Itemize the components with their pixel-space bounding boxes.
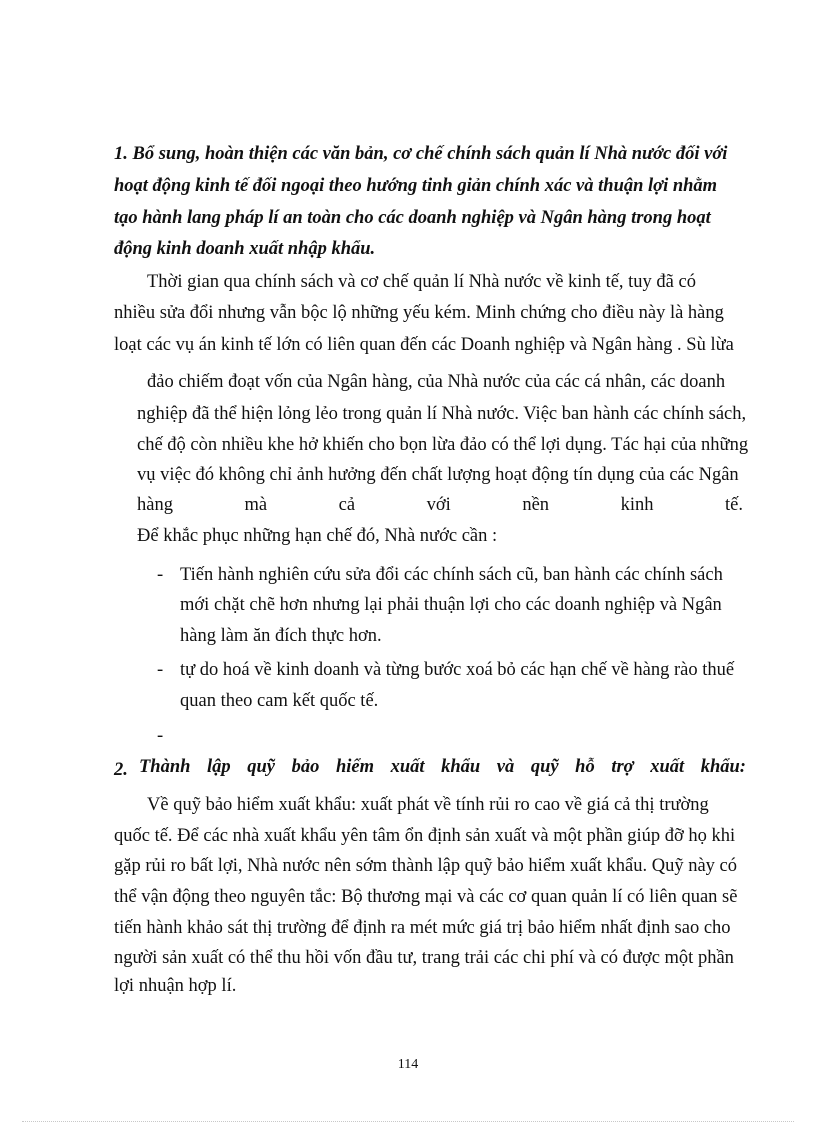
page-bottom-rule: [22, 1121, 794, 1122]
heading-word: xuất: [650, 757, 685, 777]
heading-word: khẩu: [441, 757, 481, 777]
paragraph-line: thể vận động theo nguyên tắc: Bộ thương mại và các cơ quan quản lí có liên quan sẽ: [114, 887, 738, 907]
paragraph-line: quốc tế. Để các nhà xuất khẩu yên tâm ổn định sản xuất và một phần giúp đỡ họ khi: [114, 826, 736, 846]
heading-word: và: [496, 757, 515, 777]
section-1-heading-line-1: 1. Bổ sung, hoàn thiện các văn bản, cơ chế chính sách quản lí Nhà nước đối với: [114, 144, 728, 164]
paragraph-line: nhiều sửa đổi nhưng vẫn bộc lộ những yếu kém. Minh chứng cho điều này là hàng: [114, 303, 724, 323]
section-2-heading: [139, 758, 746, 777]
paragraph-line: tiến hành khảo sát thị trường để định ra mét mức giá trị bảo hiểm nhất định sao cho: [114, 918, 731, 938]
heading-word: bảo: [291, 757, 320, 777]
heading-word: quỹ: [530, 757, 559, 777]
heading-word: trợ: [611, 757, 634, 777]
spread-word: hàng: [137, 495, 173, 515]
paragraph-line: lợi nhuận hợp lí.: [114, 976, 237, 996]
paragraph-line: đảo chiếm đoạt vốn của Ngân hàng, của Nhà nước của các cá nhân, các doanh: [147, 372, 726, 392]
heading-word: lập: [207, 757, 231, 777]
paragraph-line: gặp rủi ro bất lợi, Nhà nước nên sớm thành lập quỹ bảo hiểm xuất khẩu. Quỹ này có: [114, 856, 738, 876]
paragraph-line: loạt các vụ án kinh tế lớn có liên quan đến các Doanh nghiệp và Ngân hàng . Sù lừa: [114, 335, 734, 355]
spread-word: kinh: [620, 495, 654, 515]
paragraph-line: nghiệp đã thể hiện lỏng lẻo trong quản lí Nhà nước. Việc ban hành các chính sách,: [137, 404, 747, 424]
section-1-heading-line-4: động kinh doanh xuất nhập khẩu.: [114, 239, 376, 259]
heading-word: Thành: [139, 757, 191, 777]
spread-word: nền: [522, 495, 550, 515]
section-2-number: 2.: [114, 760, 128, 780]
bullet-marker: -: [157, 565, 164, 585]
spread-word: với: [426, 495, 451, 515]
heading-word: xuất: [390, 757, 425, 777]
spread-word: mà: [244, 495, 268, 515]
bullet-1-line-1: Tiến hành nghiên cứu sửa đổi các chính sách cũ, ban hành các chính sách: [180, 565, 723, 585]
intro-line: Để khắc phục những hạn chế đó, Nhà nước cần :: [137, 526, 498, 546]
paragraph-line: chế độ còn nhiều khe hở khiến cho bọn lừa đảo có thể lợi dụng. Tác hại của những: [137, 435, 749, 455]
bullet-marker: -: [157, 726, 164, 746]
bullet-marker: -: [157, 660, 164, 680]
paragraph-line: vụ việc đó không chỉ ảnh hưởng đến chất lượng hoạt động tín dụng của các Ngân: [137, 465, 739, 485]
paragraph-line: Về quỹ bảo hiểm xuất khẩu: xuất phát về tính rủi ro cao về giá cả thị trường: [147, 795, 709, 815]
paragraph-line: người sản xuất có thể thu hồi vốn đầu tư, trang trải các chi phí và có được một phần: [114, 948, 734, 968]
bullet-2-line-2: quan theo cam kết quốc tế.: [180, 691, 379, 711]
heading-word: quỹ: [247, 757, 275, 777]
bullet-2-line-1: tự do hoá về kinh doanh và từng bước xoá bỏ các hạn chế về hàng rào thuế: [180, 660, 735, 680]
spread-word: tế.: [725, 495, 743, 515]
spread-word: cả: [338, 495, 356, 515]
section-1-heading-line-2: hoạt động kinh tế đối ngoại theo hướng tinh giản chính xác và thuận lợi nhằm: [114, 176, 718, 196]
bullet-1-line-2: mới chặt chẽ hơn nhưng lại phải thuận lợi cho các doanh nghiệp và Ngân: [180, 595, 722, 615]
bullet-1-line-3: hàng làm ăn đích thực hơn.: [180, 626, 382, 646]
heading-word: hiểm: [335, 757, 374, 777]
heading-word: khẩu:: [700, 757, 746, 777]
paragraph-line: Thời gian qua chính sách và cơ chế quản lí Nhà nước về kinh tế, tuy đã có: [147, 272, 696, 292]
page-number: 114: [397, 1057, 419, 1072]
heading-word: hỗ: [575, 757, 595, 777]
section-1-heading-line-3: tạo hành lang pháp lí an toàn cho các doanh nghiệp và Ngân hàng trong hoạt: [114, 208, 711, 228]
paragraph-spread-line: [137, 496, 743, 515]
